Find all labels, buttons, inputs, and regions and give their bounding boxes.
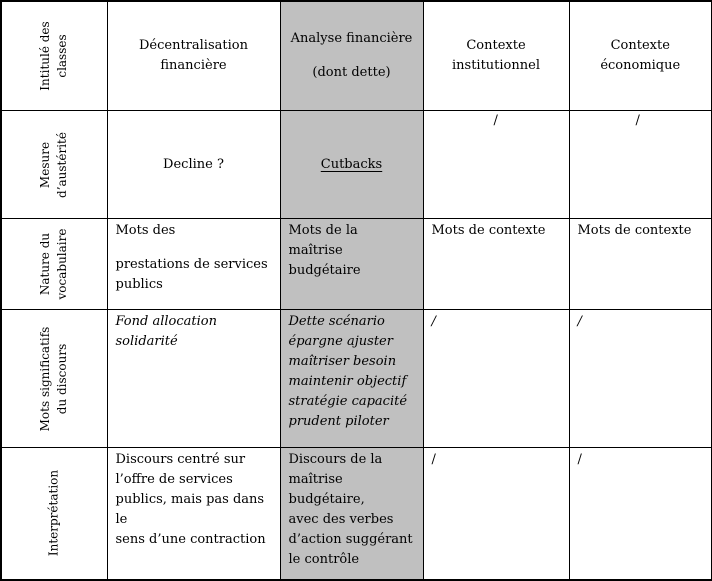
significant-decentralisation: Fond allocation solidarité <box>107 310 280 448</box>
austerity-eco: / <box>569 111 712 219</box>
row-label-vocab: Nature du vocabulaire <box>1 219 107 310</box>
interpretation-decentralisation: Discours centré sur l’offre de services publics, mais pas dans le sens d’une contraction <box>107 448 280 580</box>
significant-analyse: Dette scénario épargne ajuster maîtriser besoin maintenir objectif stratégie capacité prudent piloter <box>280 310 423 448</box>
header-analyse: Analyse financière (dont dette) <box>280 1 423 111</box>
austerity-inst: / <box>423 111 569 219</box>
interpretation-inst: / <box>423 448 569 580</box>
austerity-row <box>1 111 712 219</box>
vocab-analyse: Mots de la maîtrise budgétaire <box>280 219 423 310</box>
vocab-decentralisation: Mots des prestations de services publics <box>107 219 280 310</box>
interpretation-row <box>1 448 712 580</box>
row-label-austerity: Mesure d’austérité <box>1 111 107 219</box>
header-contexte-institutionnel: Contexte institutionnel <box>423 1 569 111</box>
interpretation-analyse: Discours de la maîtrise budgétaire, avec des verbes d’action suggérant le contrôle <box>280 448 423 580</box>
vocab-eco: Mots de contexte <box>569 219 712 310</box>
header-decentralisation: Décentralisation financière <box>107 1 280 111</box>
significant-inst: / <box>423 310 569 448</box>
header-row <box>1 1 712 111</box>
header-contexte-economique: Contexte économique <box>569 1 712 111</box>
austerity-analyse: Cutbacks <box>280 111 423 219</box>
significant-eco: / <box>569 310 712 448</box>
interpretation-eco: / <box>569 448 712 580</box>
significant-row <box>1 310 712 448</box>
vocab-inst: Mots de contexte <box>423 219 569 310</box>
vocab-row <box>1 219 712 310</box>
row-label-classes: Intitulé des classes <box>1 1 107 111</box>
row-label-interpretation: Interprétation <box>1 448 107 580</box>
row-label-significant: Mots significatifs du discours <box>1 310 107 448</box>
austerity-decentralisation: Decline ? <box>107 111 280 219</box>
